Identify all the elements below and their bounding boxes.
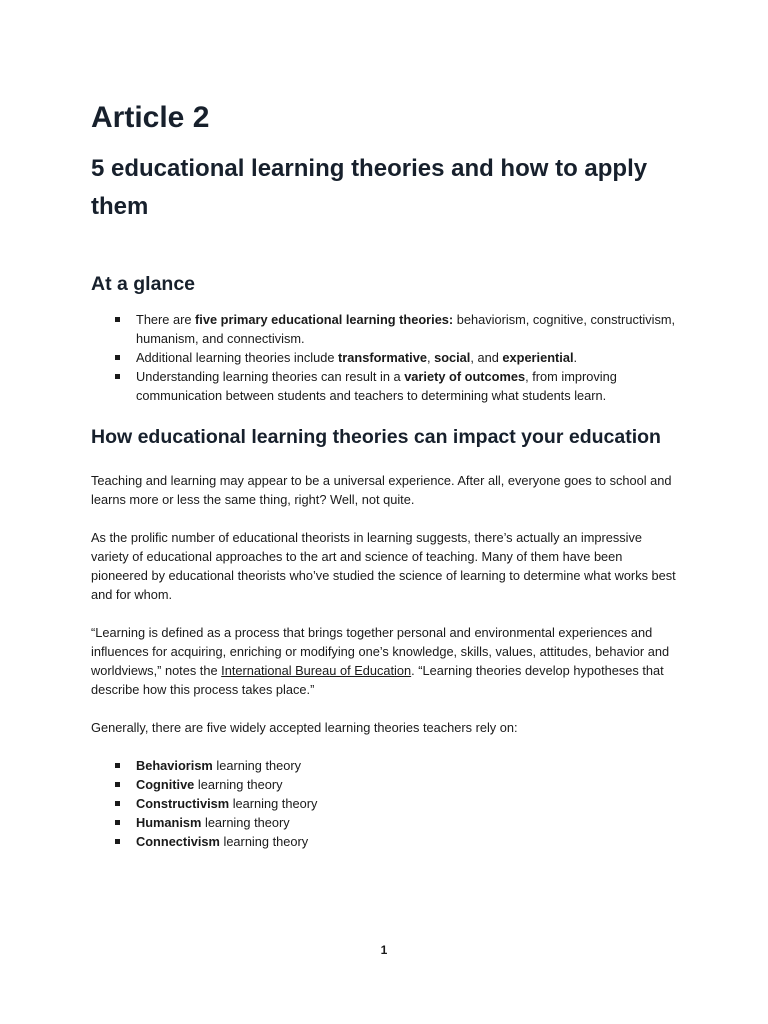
bullet-square-icon bbox=[115, 820, 120, 825]
page-number: 1 bbox=[380, 943, 388, 957]
quote-text: “Learning is defined as a process that brings together personal and environmental experiences and influences for acquiring, enriching or modifying one’s knowledge, skills, values, attitudes, behavior and worldviews,” notes the bbox=[91, 625, 670, 678]
paragraph-variety-approaches: As the prolific number of educational theorists in learning suggests, there’s actually an impressive variety of educational approaches to the art and science of teaching. Many of them have been pioneered by educational theorists who’ve studied the science of learning to determine what works best and for whom. bbox=[91, 530, 676, 602]
list-item bbox=[91, 756, 681, 775]
document-content bbox=[91, 96, 681, 851]
theory-name: Constructivism bbox=[136, 796, 230, 811]
list-item bbox=[91, 813, 681, 832]
paragraph-learning-definition bbox=[91, 623, 681, 699]
bullet-square-icon bbox=[115, 374, 120, 379]
theory-name: Humanism bbox=[136, 815, 202, 830]
bullet-text: , from improving communication between students and teachers to determining what students learn. bbox=[136, 369, 617, 403]
article-label: Article 2 bbox=[91, 101, 210, 134]
list-item bbox=[91, 794, 681, 813]
theory-list bbox=[91, 756, 681, 851]
theory-suffix: learning theory bbox=[194, 777, 283, 792]
bullet-bold-text: five primary educational learning theories: bbox=[195, 312, 454, 327]
bullet-square-icon bbox=[115, 355, 120, 360]
bullet-text: Understanding learning theories can result in a bbox=[136, 369, 405, 384]
list-item bbox=[91, 310, 681, 348]
list-item bbox=[91, 348, 681, 367]
bullet-text: There are bbox=[136, 312, 196, 327]
bullet-text: Additional learning theories include bbox=[136, 350, 339, 365]
theory-suffix: learning theory bbox=[229, 796, 318, 811]
paragraph-theories-intro: Generally, there are five widely accepted learning theories teachers rely on: bbox=[91, 720, 518, 735]
theory-name: Connectivism bbox=[136, 834, 220, 849]
bullet-square-icon bbox=[115, 782, 120, 787]
bullet-text: , and bbox=[470, 350, 503, 365]
theory-suffix: learning theory bbox=[219, 834, 309, 849]
ibe-link[interactable]: International Bureau of Education bbox=[221, 663, 412, 678]
bullet-bold-text: experiential bbox=[502, 350, 574, 365]
bullet-square-icon bbox=[115, 763, 120, 768]
bullet-square-icon bbox=[115, 801, 120, 806]
bullet-bold-text: transformative bbox=[338, 350, 427, 365]
bullet-text: . bbox=[573, 350, 578, 365]
bullet-bold-text: variety of outcomes bbox=[404, 369, 526, 384]
bullet-text: behaviorism, cognitive, constructivism, humanism, and connectivism. bbox=[136, 312, 676, 346]
theory-suffix: learning theory bbox=[201, 815, 290, 830]
theory-name: Cognitive bbox=[136, 777, 195, 792]
glance-heading: At a glance bbox=[91, 273, 196, 295]
bullet-text: , bbox=[426, 350, 435, 365]
bullet-bold-text: social bbox=[434, 350, 471, 365]
theory-suffix: learning theory bbox=[212, 758, 302, 773]
impact-heading: How educational learning theories can impact your education bbox=[91, 426, 661, 448]
quote-text: . “Learning theories develop hypotheses that describe how this process takes place.” bbox=[91, 663, 664, 697]
bullet-square-icon bbox=[115, 317, 120, 322]
list-item bbox=[91, 775, 681, 794]
article-title: 5 educational learning theories and how to apply them bbox=[91, 155, 648, 220]
list-item bbox=[91, 367, 681, 405]
list-item bbox=[91, 832, 681, 851]
paragraph-universal-experience: Teaching and learning may appear to be a universal experience. After all, everyone goes to school and learns more or less the same thing, right? Well, not quite. bbox=[91, 473, 672, 507]
theory-name: Behaviorism bbox=[136, 758, 213, 773]
bullet-square-icon bbox=[115, 839, 120, 844]
glance-list bbox=[91, 310, 681, 405]
